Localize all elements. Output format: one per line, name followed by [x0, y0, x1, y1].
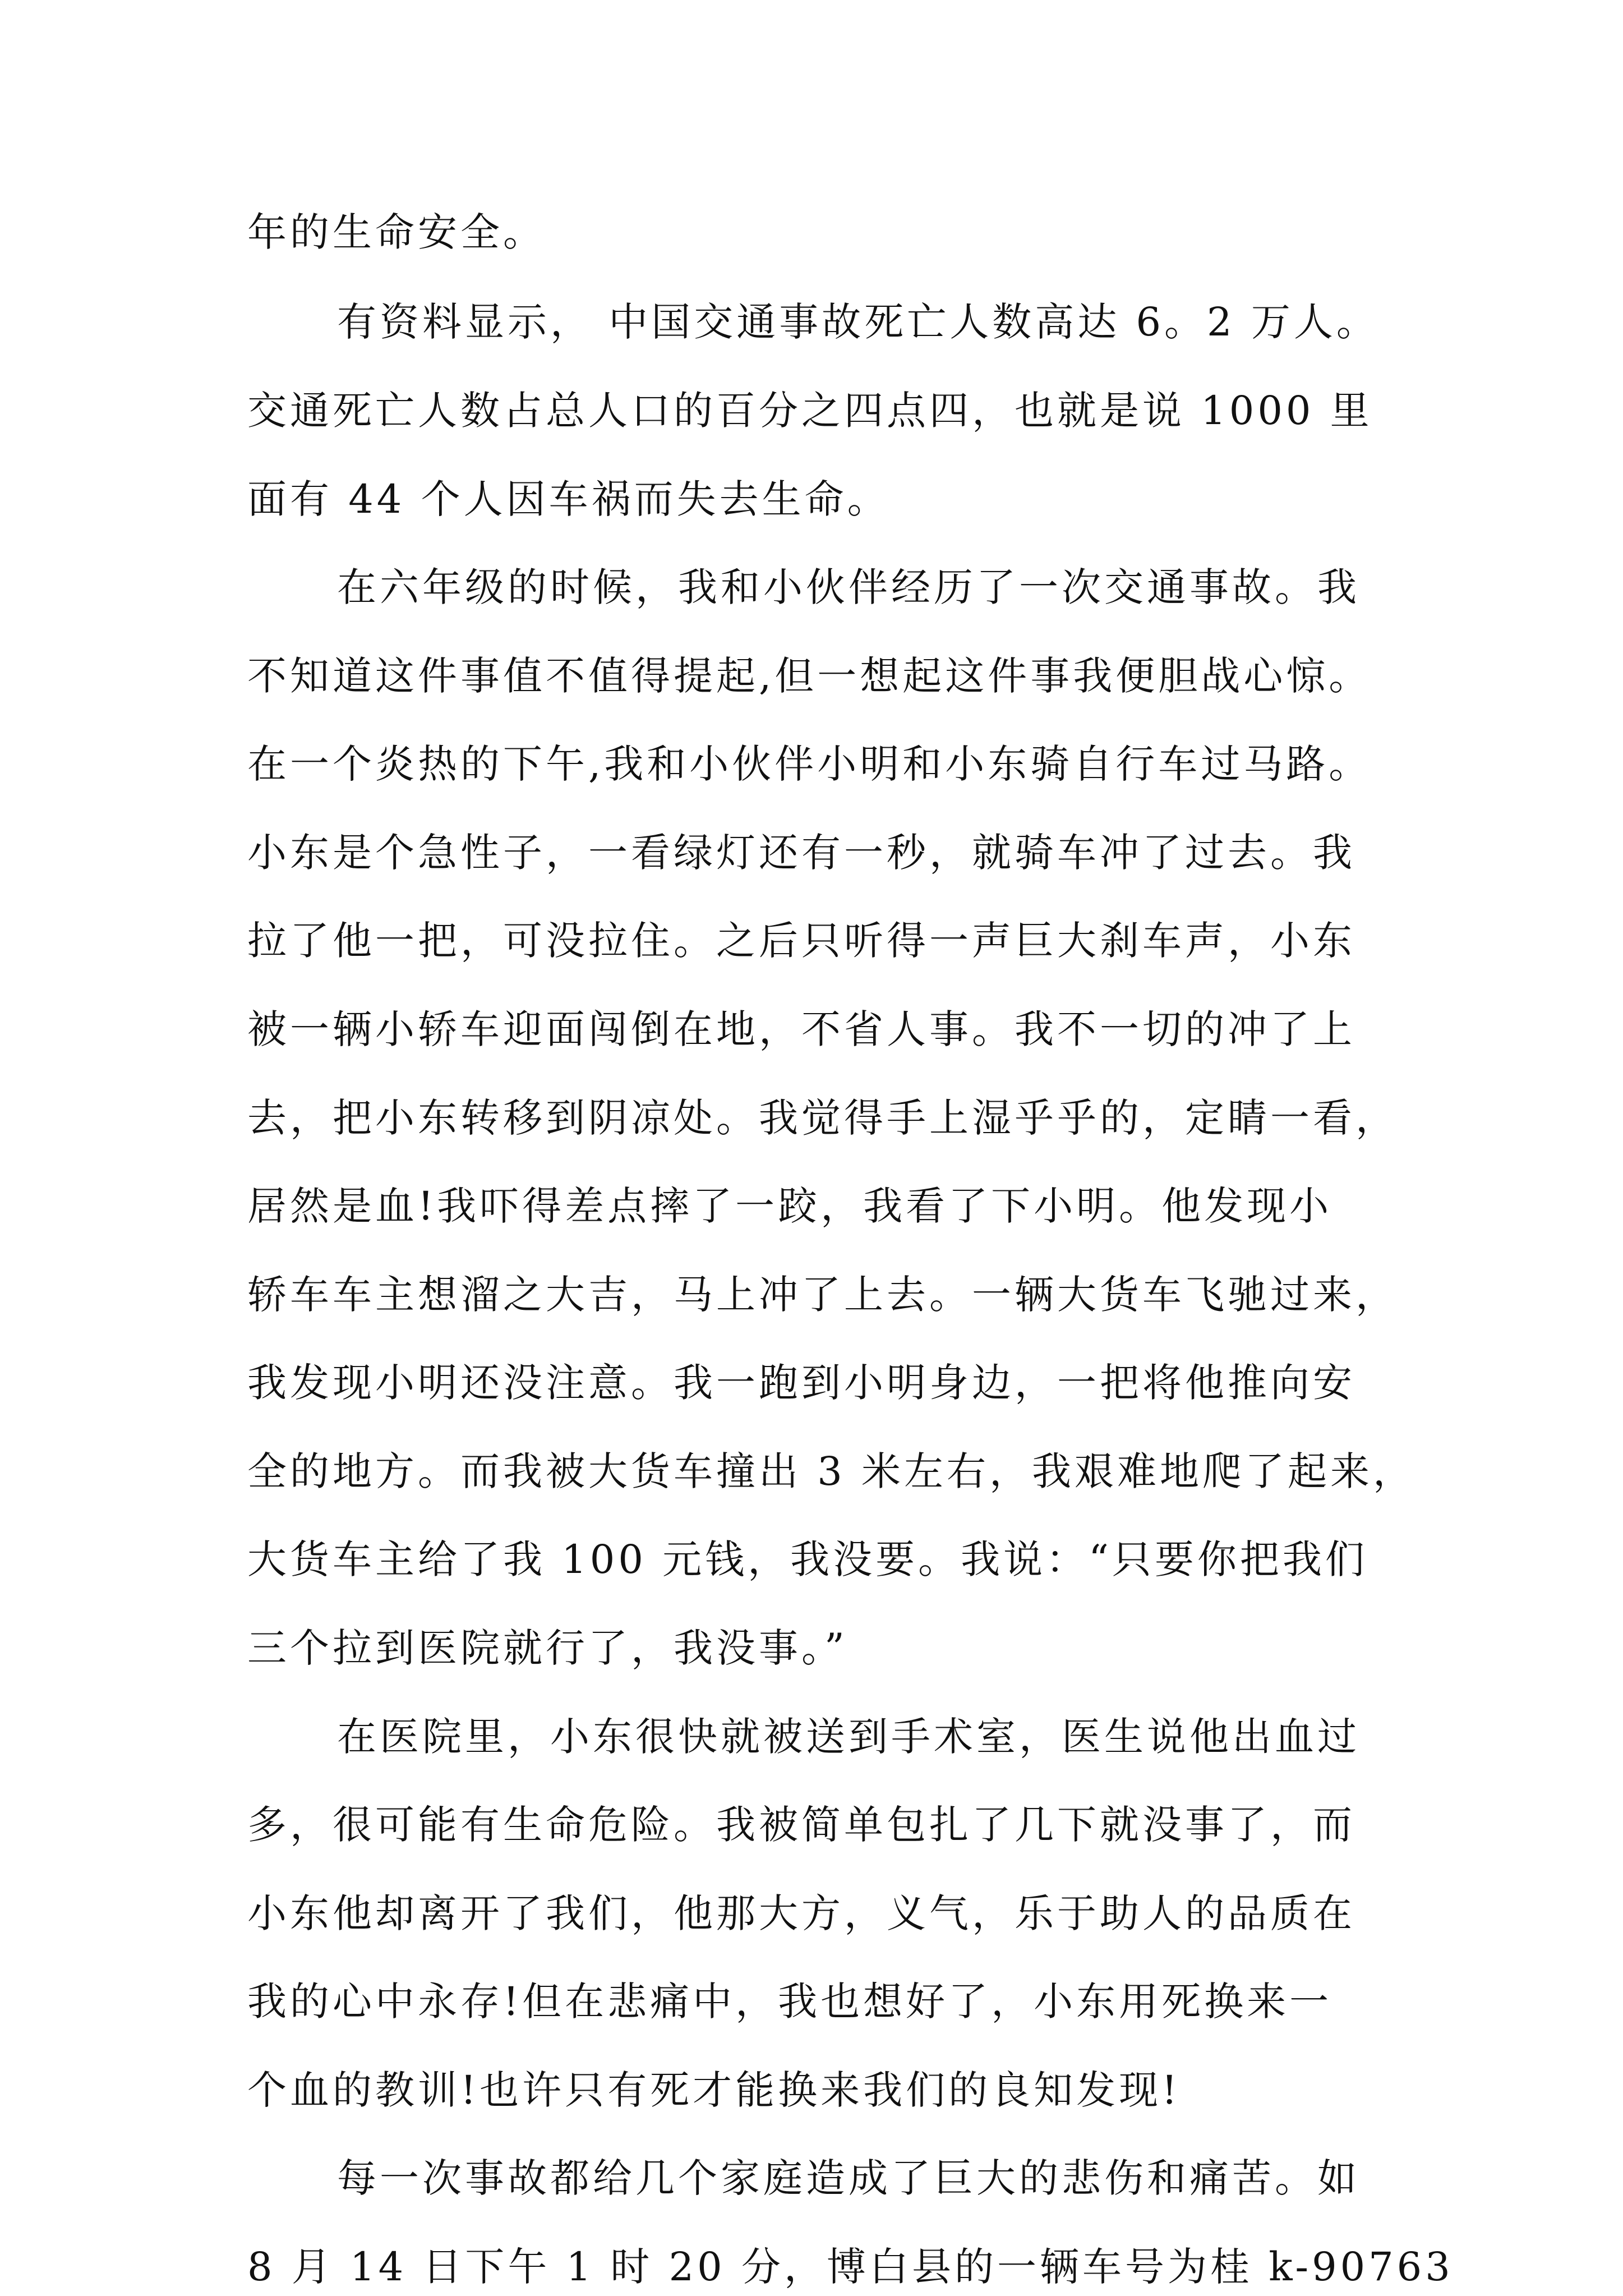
text-line: 年的生命安全。 — [247, 209, 546, 255]
text-line: 大货车主给了我 100 元钱，我没要。我说：“只要你把我们 — [247, 1536, 1368, 1582]
text-line: 拉了他一把，可没拉住。之后只听得一声巨大刹车声，小东 — [247, 918, 1355, 964]
text-line: 去，把小东转移到阴凉处。我觉得手上湿乎乎的，定睛一看， — [247, 1095, 1398, 1141]
text-line: 居然是血!我吓得差点摔了一跤，我看了下小明。他发现小 — [247, 1183, 1332, 1229]
paragraph-start-line: 在六年级的时候，我和小伙伴经历了一次交通事故。我 — [337, 564, 1360, 610]
paragraph-start-line: 有资料显示， 中国交通事故死亡人数高达 6。2 万人。 — [337, 299, 1379, 345]
text-line: 三个拉到医院就行了，我没事。” — [247, 1625, 848, 1671]
text-line: 个血的教训!也许只有死才能换来我们的良知发现! — [247, 2067, 1181, 2113]
text-line: 小东他却离开了我们，他那大方，义气，乐于助人的品质在 — [247, 1890, 1355, 1936]
text-line: 在一个炎热的下午,我和小伙伴小明和小东骑自行车过马路。 — [247, 741, 1372, 787]
paragraph-start-line: 在医院里，小东很快就被送到手术室，医生说他出血过 — [337, 1714, 1360, 1760]
text-line: 我的心中永存!但在悲痛中，我也想好了，小东用死换来一 — [247, 1978, 1332, 2024]
text-line: 轿车车主想溜之大吉，马上冲了上去。一辆大货车飞驰过来， — [247, 1272, 1398, 1318]
text-line: 我发现小明还没注意。我一跑到小明身边，一把将他推向安 — [247, 1360, 1355, 1406]
text-line: 全的地方。而我被大货车撞出 3 米左右，我艰难地爬了起来， — [247, 1448, 1416, 1494]
text-line: 交通死亡人数占总人口的百分之四点四，也就是说 1000 里 — [247, 388, 1373, 434]
text-line: 面有 44 个人因车祸而失去生命。 — [247, 476, 890, 522]
text-line: 8 月 14 日下午 1 时 20 分，博白县的一辆车号为桂 k-90763 — [247, 2244, 1454, 2290]
paragraph-start-line: 每一次事故都给几个家庭造成了巨大的悲伤和痛苦。如 — [337, 2155, 1360, 2201]
text-line: 被一辆小轿车迎面闯倒在地，不省人事。我不一切的冲了上 — [247, 1006, 1355, 1052]
text-line: 多，很可能有生命危险。我被简单包扎了几下就没事了，而 — [247, 1802, 1355, 1848]
text-line: 小东是个急性子，一看绿灯还有一秒，就骑车冲了过去。我 — [247, 830, 1355, 876]
text-line: 不知道这件事值不值得提起,但一想起这件事我便胆战心惊。 — [247, 653, 1372, 699]
